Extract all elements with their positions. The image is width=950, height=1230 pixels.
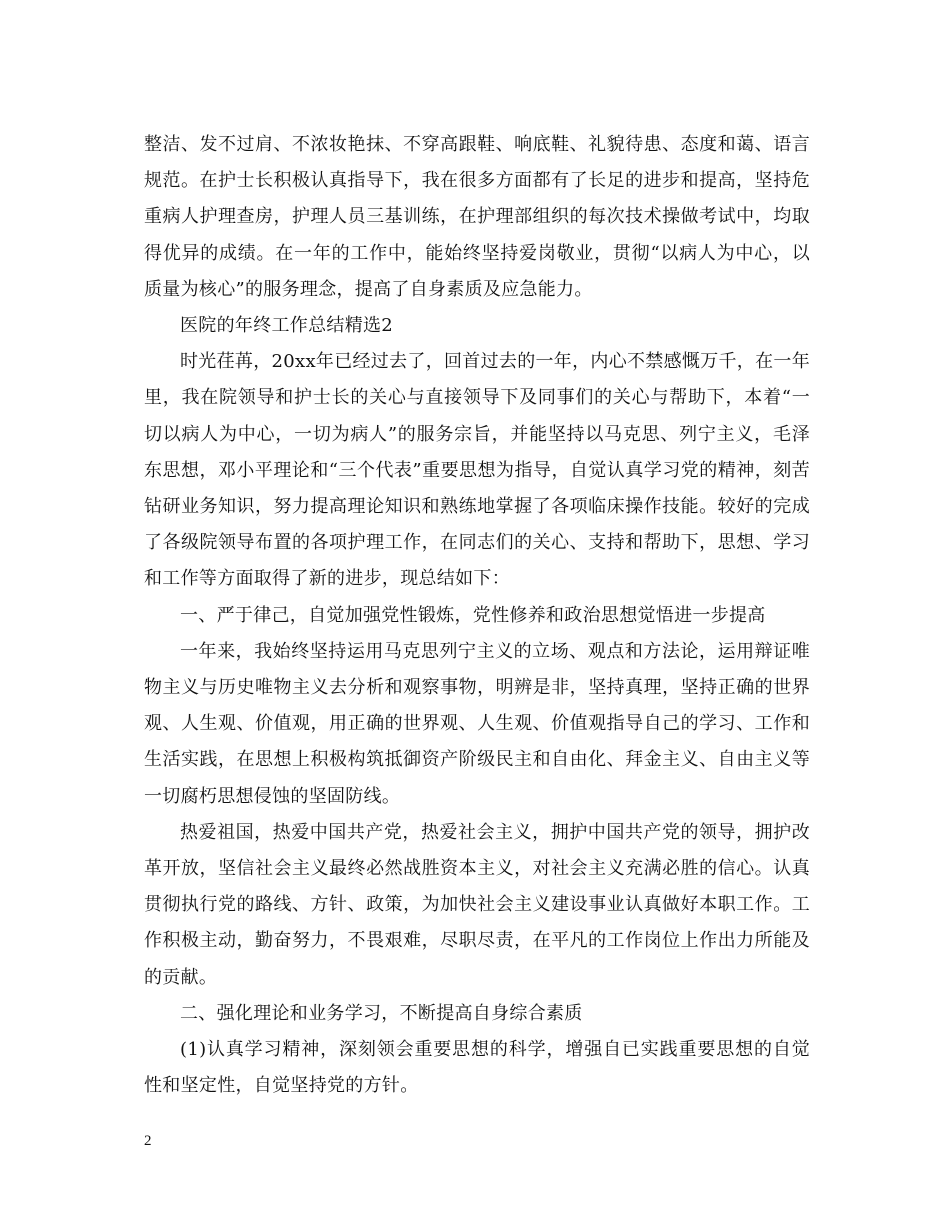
document-body <box>144 127 810 1104</box>
paragraph-8: (1)认真学习精神，深刻领会重要思想的科学，增强自已实践重要思想的自觉性和坚定性，自觉坚持党的方针。 <box>144 1039 810 1097</box>
section-heading-two: 二、强化理论和业务学习，不断提高自身综合素质 <box>180 1002 583 1024</box>
page-number: 2 <box>144 1133 152 1149</box>
paragraph-3: 时光荏苒，20xx年已经过去了，回首过去的一年，内心不禁感慨万千，在一年里，我在院领导和护士长的关心与直接领导下及同事们的关心与帮助下，本着“一切以病人为中心，一切为病人”的服务宗旨，并能坚持以马克思、列宁主义，毛泽东思想，邓小平理论和“三个代表”重要思想为指导，自觉认真学习党的精神，刻苦钻研业务知识，努力提高理论知识和熟练地掌握了各项临床操作技能。较好的完成了各级院领导布置的各项护理工作，在同志们的关心、支持和帮助下，思想、学习和工作等方面取得了新的进步，现总结如下： <box>144 351 811 590</box>
paragraph-6: 热爱祖国，热爱中国共产党，热爱社会主义，拥护中国共产党的领导，拥护改革开放，坚信社会主义最终必然战胜资本主义，对社会主义充满必胜的信心。认真贯彻执行党的路线、方针、政策，为加快社会主义建设事业认真做好本职工作。工作积极主动，勤奋努力，不畏艰难，尽职尽责，在平凡的工作岗位上作出力所能及的贡献。 <box>144 821 810 988</box>
section-heading-one: 一、严于律己，自觉加强党性锻炼，党性修养和政治思想觉悟进一步提高 <box>180 604 766 626</box>
paragraph-5: 一年来，我始终坚持运用马克思列宁主义的立场、观点和方法论，运用辩证唯物主义与历史唯物主义去分析和观察事物，明辨是非，坚持真理，坚持正确的世界观、人生观、价值观，用正确的世界观、人生观、价值观指导自己的学习、工作和生活实践，在思想上积极构筑抵御资产阶级民主和自由化、拜金主义、自由主义等一切腐朽思想侵蚀的坚固防线。 <box>144 640 810 807</box>
section-heading-summary-2: 医院的年终工作总结精选2 <box>180 315 394 337</box>
paragraph-1: 整洁、发不过肩、不浓妆艳抹、不穿高跟鞋、响底鞋、礼貌待患、态度和蔼、语言规范。在护士长积极认真指导下，我在很多方面都有了长足的进步和提高，坚持危重病人护理查房，护理人员三基训练，在护理部组织的每次技术操做考试中，均取得优异的成绩。在一年的工作中，能始终坚持爱岗敬业，贯彻“以病人为中心，以质量为核心”的服务理念，提高了自身素质及应急能力。 <box>144 134 810 300</box>
